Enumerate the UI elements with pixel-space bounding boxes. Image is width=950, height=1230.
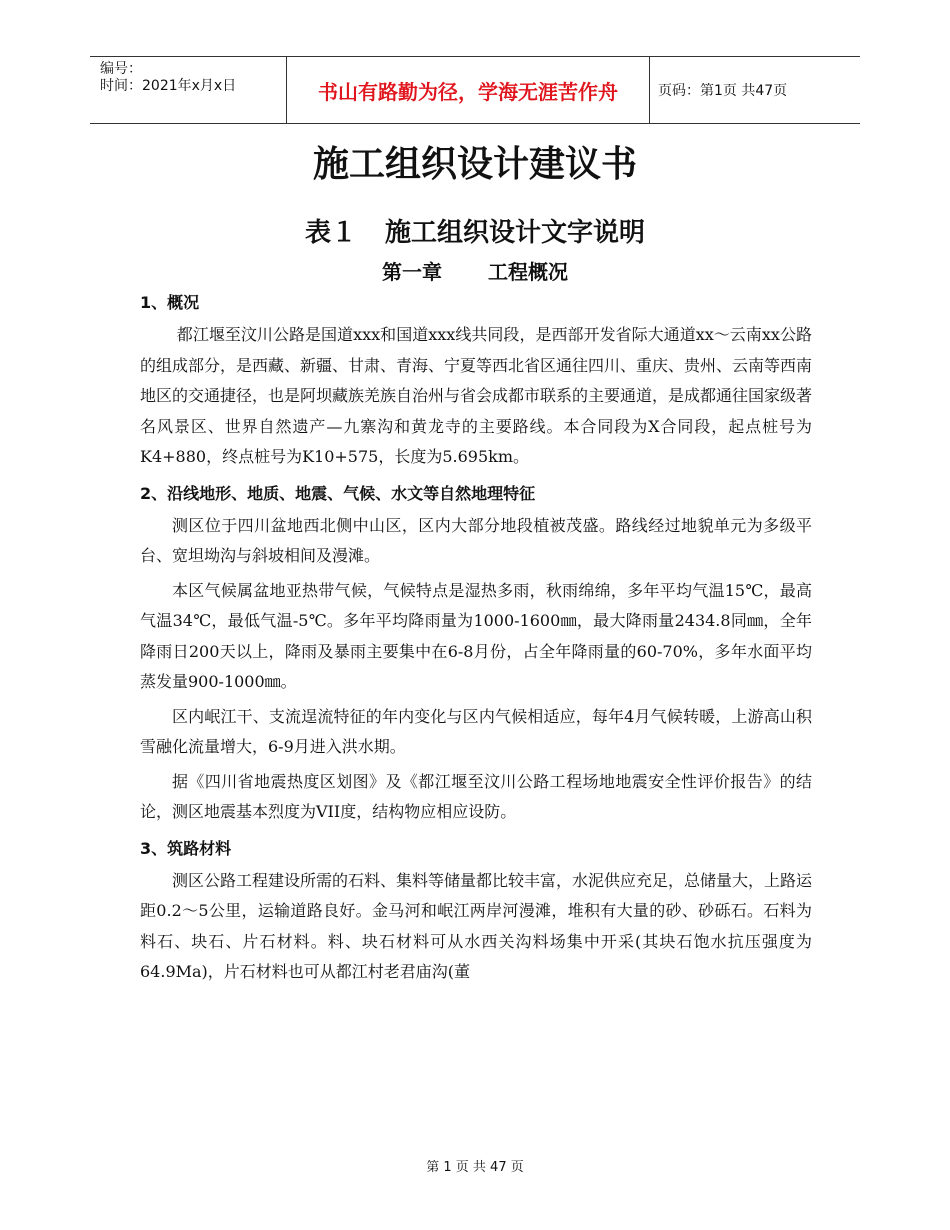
- header-motto: 书山有路勤为径，学海无涯苦作舟: [286, 57, 650, 123]
- section-heading: 2、沿线地形、地质、地震、气候、水文等自然地理特征: [140, 483, 536, 503]
- chapter-text: 工程概况: [488, 260, 568, 284]
- paragraph: 测区公路工程建设所需的石料、集料等储量都比较丰富，水泥供应充足，总储量大，上路运距0.2～5公里，运输道路良好。金马河和岷江两岸河漫滩，堆积有大量的砂、砂砾石。石料为料石、块石、片石材料。料、块石材料可从水西关沟料场集中开采(其块石饱水抗压强度为64.9Ma)，片石材料也可从都江村老君庙沟(董: [140, 870, 813, 981]
- page-header: [90, 56, 860, 124]
- table-title-text: 施工组织设计文字说明: [385, 218, 646, 248]
- paragraph: 据《四川省地震热度区划图》及《都江堰至汶川公路工程场地地震安全性评价报告》的结论，测区地震基本烈度为VII度，结构物应相应设防。: [140, 771, 812, 821]
- paragraph: 本区气候属盆地亚热带气候，气候特点是湿热多雨，秋雨绵绵，多年平均气温15℃，最高气温34℃，最低气温-5℃。多年平均降雨量为1000-1600㎜，最大降雨量2434.8同㎜，全年降雨日200天以上，降雨及暴雨主要集中在6-8月份，占全年降雨量的60-70%，多年水面平均蒸发量900-1000㎜。: [140, 580, 812, 691]
- paragraph: 测区位于四川盆地西北侧中山区，区内大部分地段植被茂盛。路线经过地貌单元为多级平台、宽坦坳沟与斜坡相间及漫滩。: [140, 515, 812, 565]
- paragraph: 都江堰至汶川公路是国道xxx和国道xxx线共同段，是西部开发省际大通道xx～云南xx公路的组成部分，是西藏、新疆、甘肃、青海、宁夏等西北省区通往四川、重庆、贵州、云南等西南地区的交通捷径，也是阿坝藏族羌族自治州与省会成都市联系的主要通道，是成都通往国家级著名风景区、世界自然遗产—九寨沟和黄龙寺的主要路线。本合同段为X合同段，起点桩号为K4+880，终点桩号为K10+575，长度为5.695km。: [140, 325, 813, 466]
- table-title-prefix: 表１: [304, 218, 357, 248]
- document-body: [140, 286, 812, 992]
- document-title: 施工组织设计建议书: [312, 144, 637, 185]
- document-number-label: 编号：: [100, 61, 142, 77]
- header-meta: [100, 61, 290, 95]
- paragraph: 区内岷江干、支流逞流特征的年内变化与区内气候相适应，每年4月气候转暖，上游高山积雪融化流量增大，6-9月进入洪水期。: [140, 706, 812, 756]
- table-title: [0, 212, 950, 249]
- document-date: 时间：2021年x月x日: [100, 78, 237, 94]
- page-footer: 第 1 页 共 47 页: [426, 1160, 524, 1175]
- header-page-info: 页码：第1页 共47页: [658, 83, 788, 99]
- section-heading: 1、概况: [140, 293, 200, 312]
- chapter-title: [0, 256, 950, 285]
- section-heading: 3、筑路材料: [140, 838, 232, 858]
- chapter-label: 第一章: [382, 260, 442, 284]
